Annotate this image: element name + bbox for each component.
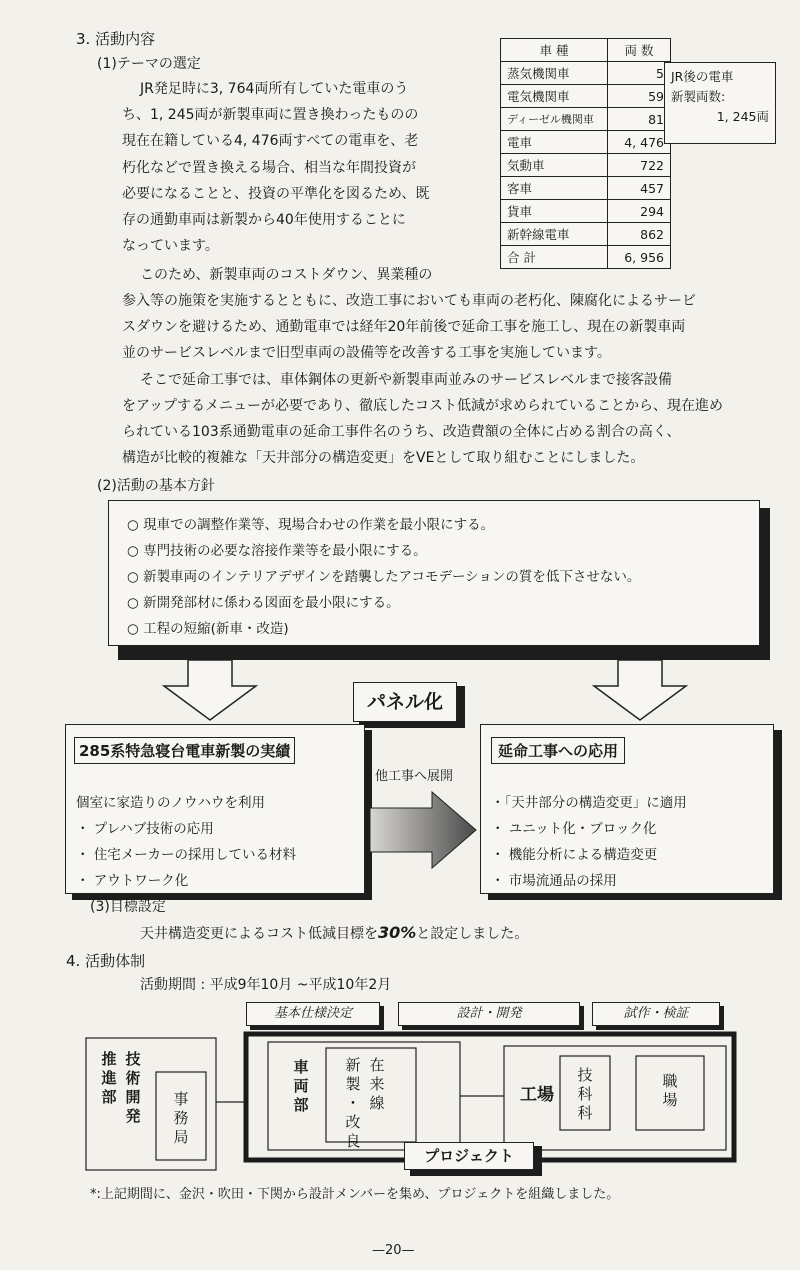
activity-period: 活動期間 : 平成9年10月 ~平成10年2月 [140, 977, 392, 993]
vertical-text: 技 科 科 [577, 1066, 593, 1122]
left-box-item: 個室に家造りのノウハウを利用 [76, 795, 265, 811]
text-line: られている103系通勤電車の延命工事件名のうち、改造費額の全体に占める割合の高く、 [122, 424, 681, 440]
vertical-text: 在 来 線 [369, 1056, 385, 1112]
note-line: JR後の電車 [671, 69, 734, 84]
table-cell: 862 [608, 223, 671, 246]
subsection-1-heading: (1)テーマの選定 [97, 56, 201, 72]
table-cell: 合 計 [501, 246, 608, 269]
phase-label: 基本仕様決定 [246, 1002, 380, 1026]
table-cell: 客車 [501, 177, 608, 200]
section-3-heading: 3. 活動内容 [76, 30, 156, 48]
policy-item: ○ 新開発部材に係わる図面を最小限にする。 [127, 595, 400, 611]
org-kojo: 工場 [520, 1085, 554, 1105]
right-box-item: ・「天井部分の構造変更」に適用 [491, 795, 687, 811]
table-cell: 457 [608, 177, 671, 200]
table-cell: 81 [608, 108, 671, 131]
right-box-item: ・ 市場流通品の採用 [491, 873, 617, 889]
right-box-item: ・ 機能分析による構造変更 [491, 847, 658, 863]
phase-label: 設計・開発 [398, 1002, 580, 1026]
vertical-text: 職 場 [662, 1072, 678, 1109]
vertical-text: 事 務 局 [173, 1090, 189, 1146]
table-cell: 6, 956 [608, 246, 671, 269]
policy-item: ○ 専門技術の必要な溶接作業等を最小限にする。 [127, 543, 427, 559]
table-cell: 5 [608, 62, 671, 85]
policy-item: ○ 新製車両のインテリアデザインを踏襲したアコモデーションの質を低下させない。 [127, 569, 641, 585]
text-line: このため、新製車両のコストダウン、異業種の [140, 267, 433, 283]
table-header-cell: 車 種 [501, 39, 608, 62]
text-line: 並のサービスレベルまで旧型車両の設備等を改善する工事を実施しています。 [122, 345, 611, 361]
vertical-text: 新 製 ・ 改 良 [345, 1056, 361, 1150]
text-line: 現在在籍している4, 476両すべての電車を、老 [122, 133, 419, 149]
table-cell: 蒸気機関車 [501, 62, 608, 85]
text-line: 朽化などで置き換える場合、相当な年間投資が [122, 160, 416, 176]
left-box-item: ・ 住宅メーカーの採用している材料 [76, 847, 297, 863]
text-line: スダウンを避けるため、通勤電車では経年20年前後で延命工事を施工し、現在の新製車両 [122, 319, 686, 335]
project-label: プロジェクト [404, 1142, 534, 1170]
phase-label: 試作・検証 [592, 1002, 720, 1026]
note-line: 新製両数: [671, 89, 726, 104]
arrow-label: 他工事へ展開 [375, 769, 454, 784]
target-value: 30% [378, 923, 417, 942]
footnote: *:上記期間に、金沢・吹田・下関から設計メンバーを集め、プロジェクトを組織しました。 [90, 1187, 620, 1202]
table-cell: 59 [608, 85, 671, 108]
section-4-heading: 4. 活動体制 [66, 952, 146, 970]
table-cell: 722 [608, 154, 671, 177]
text-line: ち、1, 245両が新製車両に置き換わったものの [122, 107, 419, 123]
note-line: 1, 245両 [716, 109, 769, 124]
left-box-item: ・ プレハブ技術の応用 [76, 821, 214, 837]
vertical-text: 車 両 部 [293, 1058, 309, 1114]
text-line: JR発足時に3, 764両所有していた電車のう [140, 81, 409, 97]
text-line: なっています。 [122, 238, 219, 254]
vertical-text: 技 術 開 発 [125, 1050, 141, 1125]
subsection-2-heading: (2)活動の基本方針 [97, 478, 215, 494]
text-line: 構造が比較的複雑な「天井部分の構造変更」をVEとして取り組むことにしました。 [122, 450, 645, 466]
target-text: と設定しました。 [416, 926, 529, 942]
panel-label: パネル化 [353, 682, 457, 722]
table-header-cell: 両 数 [608, 39, 671, 62]
page-number: —20— [372, 1243, 415, 1258]
left-box-title: 285系特急寝台電車新製の実績 [74, 737, 295, 764]
table-cell: ディーゼル機関車 [501, 108, 608, 131]
text-line: 参入等の施策を実施するとともに、改造工事においても車両の老朽化、陳腐化によるサービ [122, 293, 696, 309]
table-cell: 貨車 [501, 200, 608, 223]
target-text: 天井構造変更によるコスト低減目標を [140, 926, 378, 942]
text-line: 存の通勤車両は新製から40年使用することに [122, 212, 406, 228]
vertical-text: 推 進 部 [101, 1050, 117, 1106]
table-cell: 4, 476 [608, 131, 671, 154]
table-cell: 電車 [501, 131, 608, 154]
right-box-title: 延命工事への応用 [491, 737, 625, 764]
table-cell: 電気機関車 [501, 85, 608, 108]
left-box-item: ・ アウトワーク化 [76, 873, 189, 889]
subsection-3-heading: (3)目標設定 [90, 899, 166, 915]
table-cell: 新幹線電車 [501, 223, 608, 246]
policy-item: ○ 現車での調整作業等、現場合わせの作業を最小限にする。 [127, 517, 495, 533]
text-line: 必要になることと、投資の平準化を図るため、既 [122, 186, 430, 202]
text-line: そこで延命工事では、車体鋼体の更新や新製車両並みのサービスレベルまで接客設備 [140, 372, 672, 388]
table-cell: 294 [608, 200, 671, 223]
policy-item: ○ 工程の短縮(新車・改造) [127, 621, 289, 637]
right-box-item: ・ ユニット化・ブロック化 [491, 821, 657, 837]
table-cell: 気動車 [501, 154, 608, 177]
text-line: をアップするメニューが必要であり、徹底したコスト低減が求められていることから、現在進め [122, 398, 724, 414]
